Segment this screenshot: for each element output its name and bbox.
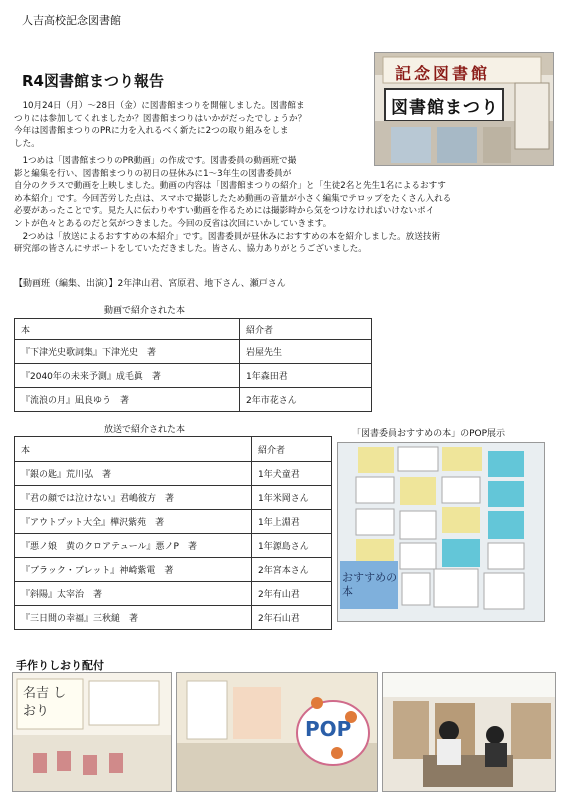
table-row: [15, 510, 332, 534]
book-cell: 『三日間の幸福』三秋縋 著: [15, 606, 252, 630]
table-row: [15, 340, 372, 364]
table-row: [15, 486, 332, 510]
sign-toshokan-matsuri: 図書館まつり: [391, 98, 499, 118]
festival-entrance-photo: [374, 52, 554, 166]
video-books-table: [14, 318, 372, 412]
table-header-row: [15, 319, 372, 340]
table-row: [15, 462, 332, 486]
intro-paragraph: 10月24日（月）～28日（金）に図書館まつりを開催しました。図書館ま つりには参加してくれましたか？図書館まつりはいかがだったでしょうか？ 今年は図書館まつりのPRに力を入れるべく新たに2つの取り組みをしま した。: [14, 101, 307, 149]
pop-display-photo: [337, 442, 545, 622]
bookmarks-heading: 手作りしおり配付: [16, 659, 104, 672]
book-cell: 『悪ノ娘 黄のクロアテュール』悪ノP 著: [15, 534, 252, 558]
introducer-cell: 岩屋先生: [240, 340, 372, 364]
table-row: [15, 364, 372, 388]
introducer-cell: 1年源島さん: [252, 534, 332, 558]
broadcast-books-table: [14, 436, 332, 630]
activities-paragraph: 1つめは「図書館まつりのPR動画」の作成です。図書委員の動画班で撮 影と編集を行い、図書館まつりの初日の昼休みに1～3年生の図書委員が 自分のクラスで動画を上映しました。動画の内容は「図書館まつりの紹介」と「生徒2名と先生1名によるおすす め本紹介」です。今回苦労した点は、スマホで撮影したため動画の音量が小さく編集でテロップをたくさん入れる 必要があったことです。見た人に伝わりやすい動画を作るためには撮影時から気をつけなければいけないポイ ントが色々とあるのだと気がつきました。今回の反省は次回にいかしていきます。 2つめは「放送によるおすすめの本紹介」です。図書委員が昼休みにおすすめの本を紹介しました。放送技術 研究部の皆さんにサポートをしていただきました。皆さん、協力ありがとうございました。: [14, 156, 452, 255]
introducer-cell: 1年上淵君: [252, 510, 332, 534]
library-counter-illustration: [383, 673, 555, 791]
column-header-introducer: 紹介者: [240, 319, 372, 340]
introducer-cell: 1年犬童君: [252, 462, 332, 486]
introducer-cell: 1年森田君: [240, 364, 372, 388]
video-table-caption: 動画で紹介された本: [104, 306, 186, 316]
sign-kinen-toshokan: 記念図書館: [395, 64, 491, 83]
book-cell: 『アウトプット大全』樺沢紫苑 著: [15, 510, 252, 534]
broadcast-table-caption: 放送で紹介された本: [104, 425, 186, 435]
pop-sign-label: POP: [305, 717, 352, 741]
pop-display-caption: 「図書委員おすすめの本」のPOP展示: [352, 429, 506, 439]
library-counter-photo: [382, 672, 556, 792]
table-row: [15, 388, 372, 412]
school-library-name: 人吉高校記念図書館: [22, 14, 121, 27]
bookmark-photo-1: [12, 672, 172, 792]
book-cell: 『流浪の月』凪良ゆう 著: [15, 388, 240, 412]
book-cell: 『斜陽』太宰治 著: [15, 582, 252, 606]
report-title: R4図書館まつり報告: [22, 72, 164, 90]
book-cell: 『下津光史歌詞集』下津光史 著: [15, 340, 240, 364]
table-row: [15, 606, 332, 630]
column-header-book: 本: [15, 319, 240, 340]
bookmark-photo-2: [176, 672, 378, 792]
table-row: [15, 582, 332, 606]
book-cell: 『2040年の未来予測』成毛眞 著: [15, 364, 240, 388]
introducer-cell: 1年米岡さん: [252, 486, 332, 510]
book-cell: 『ブラック・ブレット』神崎紫電 著: [15, 558, 252, 582]
column-header-introducer: 紹介者: [252, 437, 332, 462]
shiori-label: 名吉 しおり: [23, 686, 67, 719]
table-row: [15, 558, 332, 582]
book-cell: 『君の顔では泣けない』君嶋彼方 著: [15, 486, 252, 510]
book-cell: 『銀の匙』荒川弘 著: [15, 462, 252, 486]
introducer-cell: 2年有山君: [252, 582, 332, 606]
table-row: [15, 534, 332, 558]
column-header-book: 本: [15, 437, 252, 462]
introducer-cell: 2年宮本さん: [252, 558, 332, 582]
video-team-credits: 【動画班（編集、出演）】2年津山君、宮原君、地下さん、瀬戸さん: [14, 279, 286, 289]
introducer-cell: 2年石山君: [252, 606, 332, 630]
osusume-board-label: おすすめの本: [342, 571, 398, 598]
table-header-row: [15, 437, 332, 462]
introducer-cell: 2年市花さん: [240, 388, 372, 412]
